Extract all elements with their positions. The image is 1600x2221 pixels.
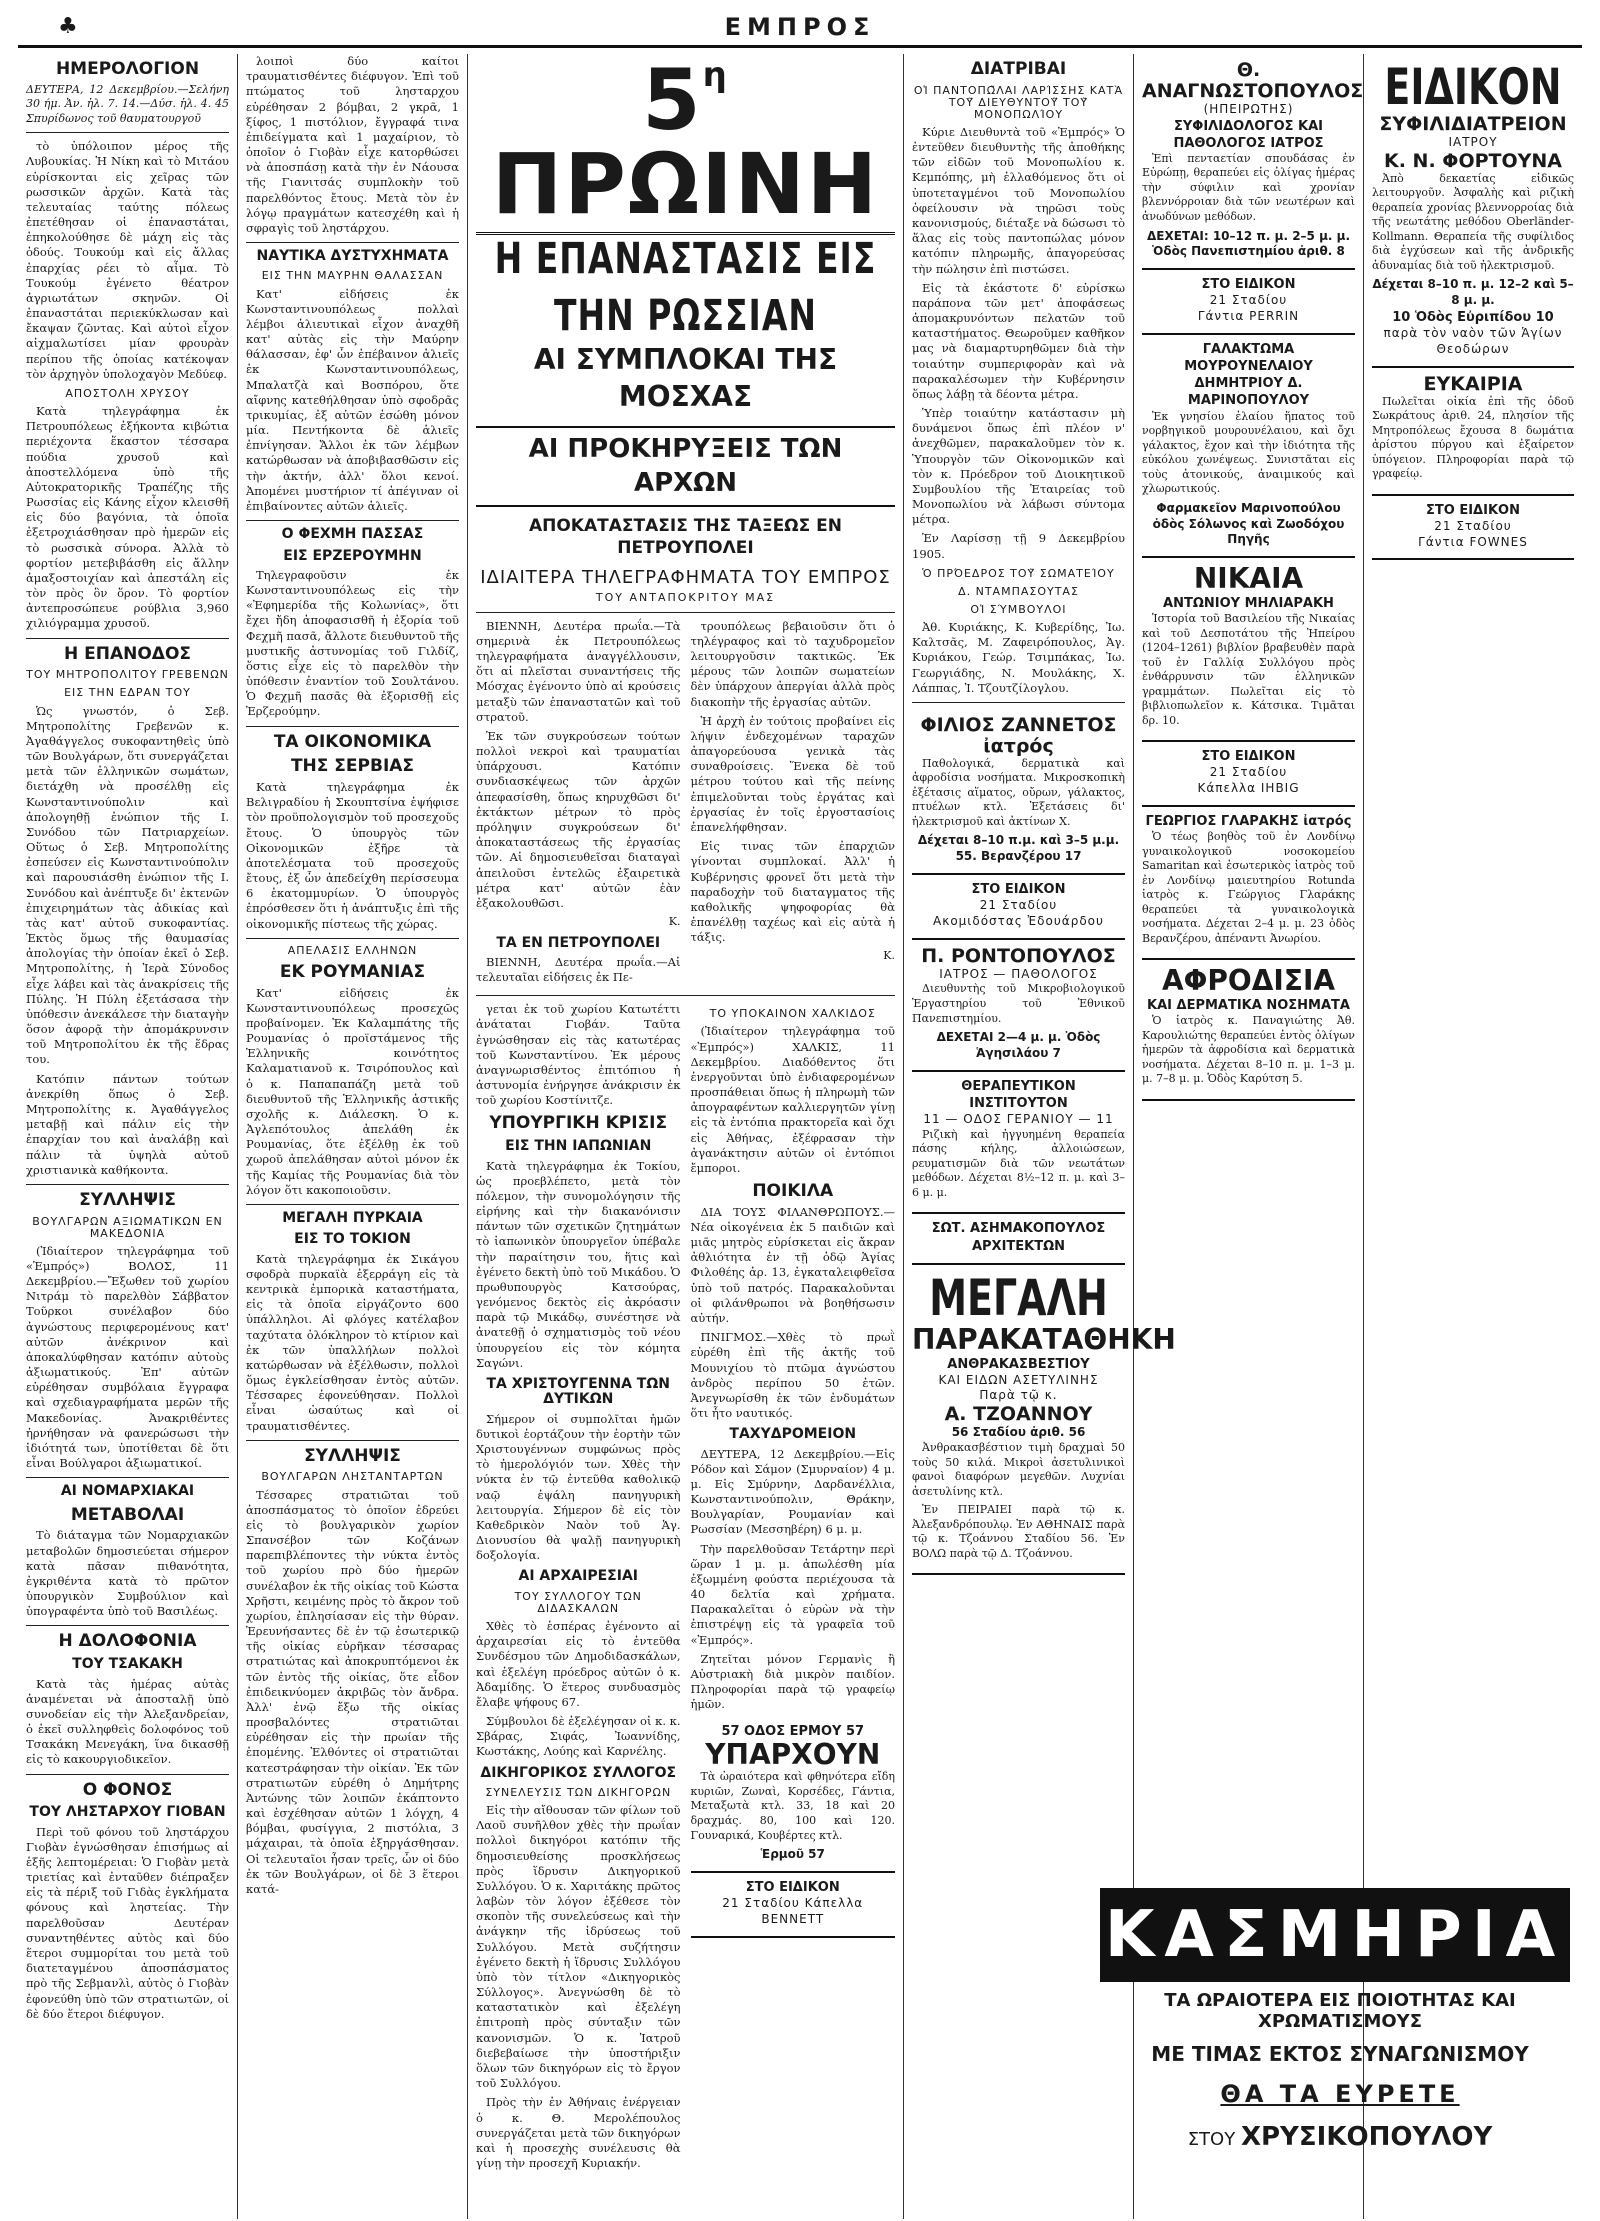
letter-date: Ἐν Λαρίσσῃ τῇ 9 Δεκεμβρίου 1905. bbox=[912, 531, 1125, 561]
divider bbox=[246, 520, 459, 521]
ad-subheading: (ΗΠΕΙΡΩΤΗΣ) bbox=[1203, 101, 1294, 116]
article-text: ΒΙΕΝΝΗ, Δευτέρα πρωΐα.—Τὰ σημερινὰ ἐκ Πετρουπόλεως τηλεγραφήματα ἀναγγέλλουσιν, ὅτι αἱ πλεῖσται συναντήσεις τῆς Μόσχας ἐγένοντο ὑπὸ αἱ κρούσεις μεταξὺ τῶν ἐπαναστατῶν καὶ τοῦ στρατοῦ. bbox=[476, 618, 681, 724]
ad-nikaia bbox=[1142, 558, 1355, 742]
divider bbox=[246, 242, 459, 243]
ad-heading: ΝΙΚΑΙΑ bbox=[1193, 562, 1304, 596]
article-text: Τηλεγραφοῦσιν ἐκ Κωνσταντινουπόλεως εἰς τὴν «Ἐφημερίδα τῆς Κολωνίας», ὅτι ἔχει ἤδη ἀποφασισθῆ ἡ ἐξορία τοῦ Φεχμῆ πασᾶ, ἄλλοτε διευθυντοῦ τῆς μυστικῆς ἀστυνομίας τοῦ Γιλδίζ, ὅστις εἶχε εἰς τὸ παρελθὸν τὴν ὑπόθεσιν ἐναντίον τοῦ Σουλτάνου. Ὁ Φεχμῆ πασᾶς θὰ ἐξορισθῇ εἰς Ἐρζερούμην. bbox=[246, 567, 459, 719]
ad-subheading: ΣΥΦΙΛΙΔΟΛΟΓΟΣ ΚΑΙ ΠΑΘΟΛΟΓΟΣ ΙΑΤΡΟΣ bbox=[1173, 118, 1324, 151]
ad-heading: ΕΙΔΙΚΟΝ bbox=[1384, 58, 1562, 116]
article-text: Κατόπιν πάντων τούτων ἀνεκρίθη ὅπως ὁ Σεβ. Μητροπολίτης κ. Ἀγαθάγγελος μεταβῇ καὶ πάλιν εἰς τὴν ἐπαρχίαν του καὶ ἀναλάβῃ καὶ πάλιν τὰ ὑψηλὰ αὐτοῦ χριστιανικὰ καθήκοντα. bbox=[26, 1071, 229, 1177]
divider bbox=[26, 1625, 229, 1626]
article-text: Εἰς τινας τῶν ἐπαρχιῶν γίνονται συμπλοκαί. Ἀλλ' ἡ Κυβέρνησις φρονεῖ ὅτι μετὰ τὴν παραδοχὴν τοῦ διαταγματος τῆς καθολικῆς ψηφοφορίας θὰ ἐπανέλθῃ ταχέως καὶ εἰς αὐτὰ ἡ τάξις. bbox=[690, 839, 895, 945]
ad-subheading: ΑΡΧΙΤΕΚΤΩΝ bbox=[971, 1238, 1066, 1254]
headline: ΤΟ ΥΠΟΚΑΙΝΟΝ ΧΑΛΚΙΔΟΣ bbox=[709, 1007, 876, 1021]
headline: Ο ΦΟΝΟΣ bbox=[82, 1779, 173, 1800]
divider bbox=[246, 1204, 459, 1205]
subheadline: ΕΙΣ ΤΟ ΤΟΚΙΟΝ bbox=[294, 1231, 411, 1248]
ad-heading: ΣΤΟ ΕΙΔΙΚΟΝ bbox=[745, 1879, 840, 1895]
ad-text: Ακομιδόστας Ἐδουάρδου bbox=[933, 913, 1104, 928]
lead-body-right bbox=[691, 619, 896, 990]
divider bbox=[26, 1774, 229, 1775]
article-text: Σύμβουλοι δὲ ἐξελέγησαν οἱ κ. κ. Σβάρας, Σιφάς, Ἰωαννίδης, Κωστάκης, Λούης καὶ Καρνέλης. bbox=[476, 1714, 681, 1759]
headline: Ο ΦΕΧΜΗ ΠΑΣΣΑΣ bbox=[281, 526, 424, 543]
headline: ΠΟΙΚΙΛΑ bbox=[752, 1181, 834, 1202]
ad-address: 56 Σταδίου ἀριθ. 56 bbox=[951, 1425, 1086, 1440]
ad-text: Γάντια PERRIN bbox=[1197, 309, 1300, 324]
ad-heading: ΣΤΟ ΕΙΔΙΚΟΝ bbox=[971, 881, 1066, 897]
article-text: Τέσσαρες στρατιῶται τοῦ ἀποσπάσματος τὸ ὁποῖον ἐδρεύει εἰς τὸ βουλγαρικὸν χωρίον Σπανσέβον τῶν Κοζάνων παρεπιβλέποντες τὴν νύκτα ἐντὸς τοῦ χωρίου πρὸ δύο ἡμερῶν συνέλαβον ἐκ τῆς οἰκίας τοῦ Κώστα Χρῆστι, κειμένης πρὸς τὸ ἄκρον τοῦ χωρίου, ἐπλησίασαν εἰς τὴν θύραν. Ἐρευνήσαντες δὲ ἐν τῷ ἐσωτερικῷ τῆς οἰκίας εὑρῆκαν τέσσαρας στρατιώτας καὶ ἀποκρυπτόμενοι ἐκ τῶν ἐντὸς τῆς οἰκίας, ὅτε εἶδον ἐπιδεικνύομεν ἀκριβῶς τὸν ἄνδρα. Ἀλλ' ἐνῷ ἔξω τῆς οἰκίας προσβαλόντες στρατιῶται εὑρέθησαν εἰς τὴν πρωίαν τῆς ἑπομένης. Ἐλθόντες οἱ στρατιῶται κατεστράφησαν τὴν οἰκίαν. Ἐκ τῶν στρατιωτῶν εὑρέθη ὁ Δημήτρης Ἀντώνης τῶν λοιπῶν ἐκάπτοντο καὶ ἐσχέθησαν αὐτῶν 1 λόγχη, 4 βόμβαι, φυσίγγια, 2 πιστόλια, 3 μάχαιραι, τὰ ὁποῖα ἐξηργάσθησαν. Οἱ τελευταῖοι ἦσαν τρεῖς, ὧν οἱ δύο ἐκ τῶν Βουλγάρων, οἱ δὲ 3 ἕτεροι κατά- bbox=[246, 1487, 459, 1896]
article-text: Ζητεῖται μόνον Γερμανὶς ἢ Αὐστριακὴ διὰ μικρὸν παιδίον. Πληροφορίαι παρὰ τῷ γραφείῳ ἡμῶν. bbox=[690, 1651, 895, 1712]
article-text: Κατ' εἰδήσεις ἐκ Κωνσταντινουπόλεως πολλαὶ λέμβοι ἁλιευτικαὶ εἶχον ἀναχθῆ κατ' αὐτὰς εἰς τὴν Μαύρην θάλασσαν, ἐφ' ὧν ἐπέβαινον ἁλιεῖς ἐκ Κωνσταντινουπόλεως, Μπαλατζὰ καὶ Βοσπόρου, ὅτε αἴφνης κατεθήλθησαν ὑπὸ σφοδρᾶς τρικυμίας, ἐξ αὐτῶν ἐσώθη μόνον μία. Πεντήκοντα δὲ ἁλιεῖς ἐπνίγησαν. Ἄλλοι ἐκ τῶν λέμβων κατώρθωσαν νὰ ἀποβιβασθῶσιν εἰς τὴν ἀκτήν, ἀλλ' ὅλοι κενοί. Ἀπομένει μυστήριον τί ἀπέγιναν οἱ ἐπιβαίνοντες αὐτῶν ἁλιεῖς. bbox=[246, 286, 459, 513]
signature: ΟἹ ΣΎΜΒΟΥΛΟΙ bbox=[970, 602, 1067, 616]
article-text: Τὴν παρελθοῦσαν Τετάρτην περὶ ὥραν 1 μ. μ. ἀπωλέσθη μία ἐξωμμένη φούστα περιέχουσα τὰ 40 δελτία καὶ χρήματα. Παρακαλεῖται ὁ εὑρὼν νὰ τὴν ἐπιστρέψῃ εἰς τὰ γραφεῖα τοῦ «Ἐμπρός». bbox=[690, 1541, 895, 1647]
lead-byline: ΤΟΥ ΑΝΤΑΠΟΚΡΙΤΟΥ ΜΑΣ bbox=[595, 591, 776, 605]
article-text: Κατὰ τὰς ἡμέρας αὐτὰς ἀναμένεται νὰ ἀποσταλῇ ὑπὸ συνοδείαν εἰς τὴν Ἀλεξανδρείαν, ὁ ἐκεῖ συλληφθεὶς δολοφόνος τοῦ Τσακάκη Μενεγάκη, ἵνα δικασθῇ εἰς τὸ κακουργιοδικεῖον. bbox=[26, 1676, 229, 1767]
lead-body bbox=[476, 619, 895, 990]
ad-subheading: ΙΑΤΡΟΥ bbox=[1448, 134, 1498, 149]
article-text: Περὶ τοῦ φόνου τοῦ ληστάρχου Γιοβὰν ἐγνώσθησαν ἐπισήμως αἱ ἑξῆς λεπτομέρειαι: Ὁ Γιοβὰν μετὰ τριετίας καὶ ἐνταῦθεν διέπραξεν εἰς τὰ πέριξ τοῦ Γιδὰς ἐγκλήματα φόνους καὶ ληστείας. Τὴν παρελθοῦσαν Δευτέραν συναντηθέντες αὐτὸς καὶ δύο ἕτεροι συμμορίται του μετὰ τοῦ διατεταγμένου ἀποσπάσματος πρὸ τῆς Σεβμανλὶ, αὐτὸς ὁ Γιοβὰν ἐφονεύθη ὑπὸ τῶν στρατιωτῶν, οἱ δὲ δύο ἕτεροι διέφυγον. bbox=[26, 1824, 229, 2021]
headline: ΜΕΤΑΒΟΛΑΙ bbox=[70, 1504, 185, 1525]
ad-heading: 57 ΟΔΟΣ ΕΡΜΟΥ 57 bbox=[721, 1723, 865, 1739]
ad-address: ΔΕΧΕΤΑΙ: 10–12 π. μ. 2–5 μ. μ. Ὁδὸς Πανεπιστημίου ἀριθ. 8 bbox=[1146, 228, 1351, 259]
ad-bennet bbox=[691, 1873, 896, 1938]
article-text: Ἐκ τῶν συγκρούσεων τούτων πολλοὶ νεκροὶ καὶ τραυματίαι ὑπάρχουσι. Κατόπιν συνδιασκέψεως τῶν ἀρχῶν ἀπεφασίσθη, ὅπως κηρυχθῶσι δι' ἐκτάκτων μέτρων τὸ πρὸς πρόληψιν συγκρούσεων δι' ἀποκαταστάσεως τῆς ἐργασίας τῶν. Αἱ δημοσιευθεῖσαι διαταγαὶ ἀπειλοῦσι ἐντελῶς ἐξαιρετικὰ μέτρα κατ' αὐτῶν ἐὰν ἐξακολουθῶσι. bbox=[476, 728, 681, 910]
article-text: Κατ' εἰδήσεις ἐκ Κωνσταντινουπόλεως προσεχῶς προβαίνομεν. Ἐκ Καλαμπάτης τῆς Ρουμανίας ὁ προϊστάμενος τῆς Ἑλληνικῆς κοινότητος Καλαματιανοῦ κ. Τσιρόπουλος καὶ ὁ κ. Παπαπαπάζη μετὰ τοῦ διευθυντοῦ τῆς Ἑλληνικῆς ἀστικῆς σχολῆς κ. Διάλεσκη. Ὁ κ. Ἀγλεπότουλος ἀπελάθη ἐκ Ρουμανίας, ὅτε ἐξέλθῃ ἐκ τοῦ χωροῦ ἀπελάθησαν αὐτοὶ μόνον ἐκ τῆς Καμίας τῆς Ρουμανίας διὰ τὸν λόγον ὅτι κακοποιοῦσιν. bbox=[246, 985, 459, 1197]
article-text: ΔΕΥΤΕΡΑ, 12 Δεκεμβρίου.—Εἰς Ρόδον καὶ Σάμον (Σμυρναίον) 4 μ. μ. Εἰς Σμύρνην, Δαρδανέλλια, Κωνσταντινούπολιν, Θράκην, Βουλγαρίαν, Ρουμανίαν καὶ Ρωσσίαν (Μεσσηβέρη) 6 μ. μ. bbox=[690, 1446, 895, 1537]
signature: Ὁ ΠΡΌΕΔΡΟΣ ΤΟΥ͂ ΣΩΜΑΤΕΊΟΥ bbox=[922, 566, 1115, 580]
subheadline: ΤΟΥ ΣΥΛΛΟΓΟΥ ΤΩΝ ΔΙΔΑΣΚΑΛΩΝ bbox=[514, 1589, 642, 1615]
headline: Η ΕΠΑΝΟΔΟΣ bbox=[63, 643, 192, 664]
kasmiria-ad bbox=[1100, 1990, 1580, 2152]
ad-subheading: 21 Σταδίου bbox=[1434, 518, 1512, 533]
divider bbox=[246, 1440, 459, 1441]
divider bbox=[26, 1477, 229, 1478]
ad-text: Πωλεῖται οἰκία ἐπὶ τῆς ὁδοῦ Σωκράτους ἀριθ. 24, πλησίον τῆς Μητροπόλεως ἔχουσα 8 δωμάτια ἀρίστου πύργου καὶ ἐξαίρετον ὑπόγειον. Πληροφορίαι παρὰ τῷ γραφείῳ. bbox=[1372, 394, 1574, 481]
subheadline: ΤΟΥ ΜΗΤΡΟΠΟΛΙΤΟΥ ΓΡΕΒΕΝΩΝ bbox=[26, 668, 229, 682]
ad-text: Ἐκ γνησίου ἐλαίου ἥπατος τοῦ νορβηγικοῦ μουρουνέλαιου, καὶ ὄχι γάλακτος, ἔχον καὶ τὴν ἰδιότητα τῆς εὐκόλου χωνέψεως. Συνιστᾶται εἰς τοὺς ἀτονικούς, ἀναιμικούς καὶ χλωρωτικούς. bbox=[1142, 409, 1355, 496]
subheadline: ΕΙΣ ΤΗΝ ΕΔΡΑΝ ΤΟΥ bbox=[64, 686, 191, 700]
ad-subheading: 21 Σταδίου bbox=[1209, 765, 1288, 780]
ad-fownes bbox=[1372, 496, 1574, 561]
divider bbox=[912, 702, 1125, 703]
ad-text: Ἱστορία τοῦ Βασιλείου τῆς Νικαίας καὶ τοῦ Δεσποτάτου τῆς Ἠπείρου (1204–1261) βιβλίον βραβευθὲν παρὰ τοῦ ἐν Γαλλίᾳ Συλλόγου πρὸς ἐνθάρρυνσιν τῶν ἑλληνικῶν γραμμάτων. Πωλεῖται εἰς τὸ βιβλιοπωλεῖον κ. Κάτσικα. Τιμᾶται δρ. 10. bbox=[1142, 612, 1355, 727]
ad-subheading: ΚΑΙ ΕΙΔΩΝ ΑΣΕΤΥΛΙΝΗΣ bbox=[938, 1372, 1099, 1387]
lead-headline: Η ΕΠΑΝΑΣΤΑΣΙΣ ΕΙΣ ΤΗΝ ΡΩΣΣΙΑΝ bbox=[494, 232, 877, 340]
ad-heading: ΓΕΩΡΓΙΟΣ ΓΛΑΡΑΚΗΣ ἰατρός bbox=[1145, 814, 1352, 830]
headline: ΥΠΟΥΡΓΙΚΗ ΚΡΙΣΙΣ bbox=[489, 1113, 668, 1134]
headline: ΑΠΟΣΤΟΛΗ ΧΡΥΣΟΥ bbox=[65, 386, 190, 400]
ad-text: Ἀπὸ δεκαετίας εἰδικῶς λειτουργοῦν. Ἀσφαλὴς καὶ ριζικὴ θεραπεία χρονίας βλεννορροίας διὰ τῆς νεωτάτης μεθόδου Oberländer-Kollmann. Θεραπεία τῆς συφίλιδος διὰ ἐγχύσεων καὶ τῆς ἀνδρικῆς ἀδυναμίας διὰ τοῦ ἠλεκτρισμοῦ. bbox=[1372, 171, 1574, 272]
ad-text: Κάπελλα IHBIG bbox=[1197, 781, 1300, 796]
edition-suffix: η bbox=[702, 55, 729, 95]
ad-store-name: ΧΡΥΣΙΚΟΠΟΥΛΟΥ bbox=[1240, 2122, 1493, 2152]
article-text: Κατὰ τηλεγράφημα ἐκ Τοκίου, ὡς προεβλέπετο, μετὰ τὸν πόλεμον, τὴν συνομολόγησιν τῆς εἰρήνης καὶ τὴν διακανόνισιν πάντων τῶν σχετικῶν ζητημάτων τὸ ἰαπωνικὸν ὑπουργεῖον ὑπέβαλε τὴν παραίτησιν του, ἥτις καὶ ἐγένετο δεκτὴ ὑπὸ τοῦ Μικάδου. Ὁ πρωθυπουργὸς Κατσούρας, γενόμενος δεκτὸς εἰς ἀκρόασιν παρὰ τῷ Μικάδῳ, συνέστησε νὰ ἀνατεθῇ ὁ σχηματισμὸς τοῦ νέου ὑπουργείου εἰς τὸν κόμητα Σαγώνι. bbox=[476, 1158, 681, 1370]
subheadline: ΕΙΣ ΕΡΖΕΡΟΥΜΗΝ bbox=[283, 547, 422, 564]
column-1 bbox=[18, 54, 238, 2219]
ad-address: Δέχεται 8–10 π.μ. καὶ 3–5 μ.μ. 55. Βερανζέρου 17 bbox=[917, 833, 1120, 864]
divider bbox=[26, 132, 229, 133]
ad-text: Διευθυντὴς τοῦ Μικροβιολογικοῦ Ἐργαστηρίου τοῦ Ἐθνικοῦ Πανεπιστημίου. bbox=[912, 982, 1125, 1025]
ad-institute bbox=[912, 1072, 1125, 1215]
ad-text: Ἀνθρακασβέστιον τιμὴ δραχμαὶ 50 τοὺς 50 κιλά. Μικροὶ ἀσετυλινικοὶ φανοὶ διαφόρων μεγεθῶν. Λυχνίαι ἀσετυλίνης κτλ. bbox=[912, 1441, 1125, 1498]
ad-text: Παθολογικά, δερματικὰ καὶ ἀφροδίσια νοσήματα. Μικροσκοπικὴ ἐξέτασις αἵματος, οὔρων, γάλακτος, πτυέλων κτλ. Ἐξετάσεις δι' ἠλεκτρισμοῦ καὶ ἀκτίνων Χ. bbox=[912, 756, 1125, 828]
ad-heading: ΥΠΑΡΧΟΥΝ bbox=[705, 1737, 881, 1771]
ad-heading: ΣΩΤ. ΑΣΗΜΑΚΟΠΟΥΛΟΣ bbox=[931, 1221, 1106, 1237]
article-text: (Ἰδιαίτερον τηλεγράφημα τοῦ «Ἐμπρός») ΒΟΛΟΣ, 11 Δεκεμβρίου.—Ἔξωθεν τοῦ χωρίου Νιτράμ τὸ παρελθὸν Σάββατον Τοῦρκοι συνέλαβον δύο ἀγνώστους περιφερομένους κατ' αὐτῶν ἀνέκρινον καὶ ἀποκαλύφθησαν κατόπιν αὐτοὺς ἀξιωματικούς. Ἐπ' αὐτῶν εὑρέθησαν συμβόλαια ἔγγραφα καὶ σχεδιαγραφήματα μερῶν τῆς Μακεδονίας. Ἀνακριθέντες ἠρνήθησαν νὰ φανερώσωσι τὴν ἰδιότητά των, ὑποτίθεται δὲ ὅτι εἶναι Βούλγαροι ἀξιωματικοί. bbox=[26, 1243, 229, 1471]
lead-edition-title bbox=[476, 51, 895, 233]
ad-text: Ὁ ἰατρὸς κ. Παναγιώτης Ἀθ. Καρουλιώτης θεραπεύει ἐντὸς ὀλίγων ἡμερῶν τὰ ἀφροδίσια καὶ δερματικὰ νοσήματα. Δέχεται 8–10 π. μ. 1–3 μ. μ. 7–8 μ. μ. Ὁδὸς Καρύτση 5. bbox=[1142, 1014, 1355, 1086]
ad-subheading: 21 Σταδίου bbox=[1209, 293, 1288, 308]
ad-text: Ριζικὴ καὶ ἠγγυημένη θεραπεία πάσης κήλης, ἀλλοιώσεων, ρευματισμῶν διὰ τῶν νεωτάτων μεθόδων. Δέχεται 8½–12 π. μ. καὶ 3–6 μ. μ. bbox=[912, 1127, 1125, 1199]
ad-heading: ΦΙΛΙΟΣ ΖΑΝΝΕΤΟΣ ἰατρός bbox=[920, 713, 1117, 757]
article-text: Εἰς τὴν αἴθουσαν τῶν φίλων τοῦ Λαοῦ συνῆλθον χθὲς τὴν πρωΐαν πολλοὶ δικηγόροι κατόπιν τῆς δημοσιευθείσης προσκλήσεως πρὸς ἵδρυσιν Δικηγορικοῦ Συλλόγου. Ὁ κ. Χαριτάκης πρῶτος λαβὼν τὸν λόγον ἐξέθεσε τὸν σκοπὸν τῆς συνελεύσεως καὶ τὴν ἀνάγκην τῆς ἱδρύσεως τοῦ Συλλόγου. Μετὰ συζήτησιν ἐγένετο δεκτὴ ἡ ἵδρυσις Συλλόγου ὑπὸ τὸν τίτλον «Δικηγορικὸς Σύλλογος». Ἀνεγνώσθη δὲ τὸ καταστατικὸν καὶ ἐξελέγη ἐπιτροπὴ πρὸς σύνταξιν τῶν κανονισμῶν. Ὁ κ. Ἰατροῦ διεβεβαίωσε τὴν ὑποστήριξιν ὅλων τῶν δικηγόρων εἰς τὸ ἔργον τοῦ Συλλόγου. bbox=[476, 1803, 681, 2091]
club-icon: ♣ bbox=[58, 14, 78, 39]
divider bbox=[26, 1184, 229, 1185]
article-text: λοιποὶ δύο καίτοι τραυματισθέντες διέφυγον. Ἐπὶ τοῦ πτώματος τοῦ λησταρχου εὑρέθησαν 2 βόμβαι, 2 γκρᾶ, 1 ξίφος, 1 πιστόλιον, ἔγγραφά τινα ἐπιδείγματα καὶ 1 μαχαίριον, τὸ ὁποῖον ὁ Γιοβὰν εἶχε κατορθώσει νὰ ἀποσπάσῃ κατὰ τὴν ἐν Νάουσα τῆς Γιανιτσάς συμπλοκὴν τοῦ παρελθόντος ἔτους. Μετὰ τὸν ἐν λόγῳ πραγμάτων κατεσχέθη καὶ ἡ σφραγὶς τοῦ ληστάρχου. bbox=[246, 54, 459, 235]
ad-text: Ἐν ΠΕΙΡΑΙΕΙ παρὰ τῷ κ. Ἀλεξανδρόπουλῳ. Ἐν ΑΘΗΝΑΙΣ παρὰ τῷ κ. Τζοάννου Σταδίου 56. Ἐν ΒΟΛΩ παρὰ τῷ Δ. Τζοάννου. bbox=[912, 1503, 1125, 1560]
article-text: Κύριε Διευθυντὰ τοῦ «Ἐμπρός» Ὁ ἐντεῦθεν διευθυντὴς τῆς ἀποθήκης τῶν εἰδῶν τοῦ Μονοπωλίου κ. Κεμπόπης, μὴ ἐλλαθόμενος ὅτι οἱ ὑποτεταγμένοι τοῦ Μονοπωλίου ὀφείλουσιν νὰ τηρῶσι τοὺς κανονισμούς, διέταξε νὰ δώσωσι τὸ ἅλας εἰς τοὺς παντοπώλας μόνον κατόπιν πληρωμῆς, ἀπαγορεύσας τὴν πώλησιν ἐπὶ πιστώσει. bbox=[912, 124, 1125, 276]
ad-store bbox=[1100, 2122, 1580, 2152]
headline: ΑΙ ΑΡΧΑΙΡΕΣΙΑΙ bbox=[518, 1568, 638, 1585]
article-text: γεται ἐκ τοῦ χωρίου Κατωτέττι ἀνάταται Γιοβάν. Ταῦτα ἐγνώσθησαν εἰς τὰς κατωτέρας τοῦ Κωνσταντίνου. Ἐκ μέρους ἀναγνωρισθέντος ἐπιτόπιου ἡ ἀστυνομία ἐνήργησε ἀνάκρισιν ἐκ τοῦ χωρίου Κοστίνιτζε. bbox=[476, 1002, 681, 1108]
ad-heading: ΣΤΟ ΕΙΔΙΚΟΝ bbox=[1426, 502, 1520, 518]
lead-subheadline: ΙΔΙΑΙΤΕΡΑ ΤΗΛΕΓΡΑΦΗΜΑΤΑ ΤΟΥ ΕΜΠΡΟΣ bbox=[480, 566, 891, 588]
subheadline: ΕΙΣ ΤΗΝ ΜΑΥΡΗΝ ΘΑΛΑΣΣΑΝ bbox=[261, 269, 444, 283]
ad-subheading: ΑΝΘΡΑΚΑΣΒΕΣΤΙΟΥ bbox=[947, 1356, 1090, 1372]
subheadline: ΤΗΣ ΣΕΡΒΙΑΣ bbox=[290, 756, 415, 777]
article-text: Ὑπὲρ τοιαύτην κατάστασιν μὴ δυνάμενοι ὅπως ἐπὶ πλέον ν' ἀνεχθῶμεν, παρακαλοῦμεν τὸν κ. Ὑπουργὸν τῶν Οἰκονομικῶν καὶ τὸν κ. Πρόεδρον τοῦ Διοικητικοῦ Συμβουλίου τῆς Ἑταιρείας τοῦ Μονοπωλίου νὰ λάβωσι σύντομα μέτρα. bbox=[912, 406, 1125, 527]
ad-address: Φαρμακεῖον Μαρινοπούλου ὁδὸς Σόλωνος καὶ Ζωοδόχου Πηγῆς bbox=[1152, 500, 1345, 547]
ad-subheading: ΔΗΜΗΤΡΙΟΥ Δ. ΜΑΡΙΝΟΠΟΥΛΟΥ bbox=[1187, 376, 1310, 409]
subheadline: ΤΟΥ ΛΗΣΤΑΡΧΟΥ ΓΙΟΒΑΝ bbox=[29, 1804, 226, 1821]
edition-number: 5 bbox=[642, 51, 703, 149]
ad-subheading: ΑΝΤΩΝΙΟΥ ΜΗΛΙΑΡΑΚΗ bbox=[1163, 595, 1334, 611]
ad-heading: ΑΦΡΟΔΙΣΙΑ bbox=[1161, 964, 1336, 998]
signature: Δ. ΝΤΑΜΠΑΣΟΥΤΑΣ bbox=[958, 584, 1079, 598]
ad-ermou bbox=[691, 1717, 896, 1873]
signature-list: Ἀθ. Κυριάκης, Κ. Κυβερίδης, Ἰω. Καλτσᾶς, Μ. Ζαφειρόπουλος, Ἀγ. Κυριάκου, Γεώρ. Τσιμπάκας, Ἰω. Γεωργιάδης, Ν. Μουλάκης, Χ. Λάππας, Ἰ. Τζουτζίλογλου. bbox=[912, 620, 1125, 695]
ad-text: Τὰ ὡραιότερα καὶ φθηνότερα εἴδη κυριῶν, Ζωναὶ, Κορσέδες, Γάντια, Μεταξωτὰ κτλ. 33, 18 καὶ 20 δραχμάς. 80, 100 καὶ 120. Γουναρικά, Κουβέρτες κτλ. bbox=[690, 1770, 895, 1842]
lower-body bbox=[476, 1002, 895, 2175]
headline: ΑΙ ΝΟΜΑΡΧΙΑΚΑΙ bbox=[60, 1483, 195, 1500]
ad-heading: Θ. ΑΝΑΓΝΩΣΤΟΠΟΥΛΟΣ bbox=[1142, 59, 1364, 102]
divider bbox=[476, 995, 895, 996]
subheadline: ΕΚ ΡΟΥΜΑΝΙΑΣ bbox=[279, 961, 426, 982]
ad-heading: Κ. Ν. ΦΟΡΤΟΥΝΑ bbox=[1384, 149, 1562, 172]
ad-address: Δέχεται 8–10 π. μ. 12–2 καὶ 5–8 μ. μ. bbox=[1372, 277, 1574, 308]
article-text: Πρὸς τὴν ἐν Ἀθήναις ἐνέργειαν ὁ κ. Θ. Μερολέπουλος συνεργάζεται μετὰ τῶν δικηγόρων καὶ ἡ προσεχὴς συνέλευσις θὰ γίνῃ τὴν προσεχῆ Κυριακήν. bbox=[476, 2095, 681, 2171]
ad-glarakis bbox=[1142, 807, 1355, 960]
subheadline: ΕΙΣ ΤΗΝ ΙΑΠΩΝΙΑΝ bbox=[505, 1138, 652, 1155]
ad-heading: ΣΤΟ ΕΙΔΙΚΟΝ bbox=[1201, 277, 1296, 293]
ad-heading: ΣΤΟ ΕΙΔΙΚΟΝ bbox=[1201, 749, 1296, 765]
article-text: (Ἰδιαίτερον τηλεγράφημα τοῦ «Ἐμπρός») ΧΑΛΚΙΣ, 11 Δεκεμβρίου. Διαδόθεντος ὅτι ἐνεργοῦνται ὑπὸ ἐνδιαφερομένων προσπάθειαι ὅπως ἡ πληρωμὴ τῶν ἀπογραφέντων καλλιεργητῶν γίνῃ εἰς τὰ ἐντόπια πρακτορεῖα καὶ ὄχι εἰς Ἀθήνας, ἐξέφρασαν τὴν ἀγανάκτησιν αὐτῶν οἱ ἐντόπιοι ἔμποροι. bbox=[690, 1024, 895, 1175]
headline: ΣΥΛΛΗΨΙΣ bbox=[304, 1445, 401, 1466]
ad-architect bbox=[912, 1214, 1125, 1264]
ad-text: Γάντια FOWNES bbox=[1418, 534, 1528, 549]
ad-text: ΘΑ ΤΑ ΕΥΡΕΤΕ bbox=[1220, 2080, 1460, 2108]
article-text: Κατὰ τηλεγράφημα ἐκ Βελιγραδίου ἡ Σκουπτσίνα ἐψήφισε τὸν προϋπολογισμὸν τοῦ προσεχοῦς ἔτους. Ὁ ὑπουργὸς τῶν Οἰκονομικῶν ἐξῆρε τὰ ἀποτελέσματα τοῦ προσεχοῦς ἔτους, ἐξ ὧν ἀπεδείχθη περίσσευμα 6 ἑκατομμυρίων. Ὁ ὑπουργὸς ἐπρόσθεσεν ὅτι ἡ ἀνάπτυξις ἐπὶ τῆς οἰκονομικῆς πίστεως τῆς χώρας. bbox=[246, 780, 459, 931]
lead-subheadline: ΑΙ ΠΡΟΚΗΡΥΞΕΙΣ ΤΩΝ ΑΡΧΩΝ bbox=[476, 426, 895, 507]
headline: ΔΙΑΤΡΙΒΑΙ bbox=[970, 59, 1067, 79]
edition-word: ΠΡΩΙΝΗ bbox=[491, 135, 880, 233]
masthead bbox=[18, 8, 1582, 48]
lead-body-left bbox=[476, 619, 681, 990]
lead-subheadline: ΑΙ ΣΥΜΠΛΟΚΑΙ ΤΗΣ ΜΟΣΧΑΣ bbox=[533, 343, 838, 414]
headline: Η ΔΟΛΟΦΟΝΙΑ bbox=[58, 1631, 197, 1652]
ad-subheading: Παρὰ τῷ κ. bbox=[979, 1388, 1058, 1403]
ad-subheading: ΙΑΤΡΟΣ — ΠΑΘΟΛΟΓΟΣ bbox=[939, 966, 1098, 981]
ad-address: Ἑρμοῦ 57 bbox=[760, 1847, 825, 1862]
signature: Κ. bbox=[883, 949, 895, 963]
divider bbox=[26, 638, 229, 639]
article-text: Σήμερον οἱ συμπολῖται ἡμῶν δυτικοὶ ἑορτάζουν τὴν ἑορτὴν τῶν Χριστουγέννων συμφώνως πρὸς τὸ ἡμερολόγιόν των. Χθὲς τὴν νύκτα ἐν τῷ ἐντεῦθα καθολικῷ ναῷ ἐψάλη πανηγυρικὴ λειτουργία. Σήμερον δὲ εἰς τὸν Καθεδρικὸν Ναὸν τοῦ Ἁγ. Διονυσίου θὰ ψαλῇ πανηγυρικὴ δοξολογία. bbox=[476, 1411, 681, 1563]
article-text: Εἰς τὰ ἐκάστοτε δ' εὑρίσκω παράπονα τῶν μετ' ἀποφάσεως ἀπομακρυνόντων πελατῶν τοῦ καταστήματος. Θεωροῦμεν καθῆκον μας νὰ διαμαρτυρηθῶμεν διὰ τὴν τοιαύτην συμπεριφορὰν καὶ νὰ παρακαλέσωμεν τὴν Κυβέρνησιν ὅπως λάβῃ τὰ δέοντα μέτρα. bbox=[912, 280, 1125, 401]
article-text: Κατὰ τηλεγράφημα ἐκ Σικάγου σφοδρὰ πυρκαϊὰ ἐξερράγη εἰς τὰ κεντρικὰ ἐμπορικὰ καταστήματα, εἰς τὰ ὁποῖα εἰργάζοντο 600 ὑπάλληλοι. Αἱ φλόγες κατέλαβον ταχύτατα ὁλόκληρον τὸ κτίριον καὶ ἐκ τῶν ὑπαλλήλων πολλοὶ κατώρθωσαν νὰ ἐξέλθωσιν, πολλοὶ ὅμως ἐγκλείσθησαν ἐντὸς αὐτῶν. Τέσσαρες ἐφονεύθησαν. Πολλοὶ εἶναι ὡσαύτως καὶ οἱ τραυματισθέντες. bbox=[246, 1251, 459, 1433]
ad-ihbig bbox=[1142, 742, 1355, 807]
ad-text: Ὁ τέως βοηθὸς τοῦ ἐν Λονδίνῳ γυναικολογικοῦ νοσοκομείου Samaritan καὶ ἐσωτερικὸς ἰατρὸς τοῦ ἐν Λονδίνῳ μαιευτηρίου Rotunda ἰατρὸς κ. Γεώργιος Γλαράκης θεραπεύει τὰ γυναικολογικὰ νοσήματα. Δέχεται 2–4 μ. μ. 23 ὁδὸς Βερανζέρου, ἀπέναντι Ἀνωρίου. bbox=[1142, 830, 1355, 945]
ad-heading: ΕΥΚΑΙΡΙΑ bbox=[1423, 372, 1523, 395]
article-text: Ὡς γνωστόν, ὁ Σεβ. Μητροπολίτης Γρεβενῶν κ. Ἀγαθάγγελος συκοφαντηθεὶς ὑπὸ τῶν Βουλγάρων, ὅτι συνεργάζεται μετὰ τῶν ἑλληνικῶν σωμάτων, διετάχθη νὰ προσέλθῃ εἰς Κωνσταντινούπολιν καὶ ἀπολογηθῇ ἐνώπιον τῆς Ι. Συνόδου τῶν Πατριαρχείων. Οὕτως ὁ Σεβ. Μητροπολίτης ἐσπεύσεν εἰς Κωνσταντινούπολιν καὶ παρουσιάσθη ἐνώπιον τῆς Ι. Συνόδου καὶ ἀνέπτυξε δι' ἐκτενῶν ἐπιχειρημάτων τὰς ἀδικίας καὶ τὰς κατ' αὐτοῦ συκοφαντίας. Ἐκτὸς ὅμως τῆς θαυμασίας ἀπολογίας τὴν ὁποίαν ἐκεῖ ὁ Σεβ. Μητροπολίτης, ἡ Ἱερὰ Σύνοδος εἶχε λάβει καὶ τὰς ἀνακρίσεις τῆς Πύλης. Ἡ Πύλη ἐξετάσασα τὴν ὑπόθεσιν ἀνεκάλεσε τὴν διαταγὴν ὅσον ἀφορᾷ τὴν ἀπομάκρυνσιν τοῦ Μητροπολίτου ἐκ τῆς ἕδρας του. bbox=[26, 703, 229, 1067]
ad-rontopoulos bbox=[912, 940, 1125, 1072]
ad-afrodisia bbox=[1142, 960, 1355, 1101]
ad-heading: ΠΑΡΑΚΑΤΑΘΗΚΗ bbox=[912, 1322, 1176, 1356]
ad-text: παρὰ τὸν ναὸν τῶν Ἁγίων Θεοδώρων bbox=[1383, 326, 1563, 356]
headline: ΤΑΧΥΔΡΟΜΕΙΟΝ bbox=[729, 1426, 857, 1443]
newspaper-title: ΕΜΠΡΟΣ bbox=[724, 12, 876, 41]
ad-zannetos bbox=[912, 709, 1125, 875]
ad-marinopoulos bbox=[1142, 335, 1355, 558]
headline: ΤΑ ΟΙΚΟΝΟΜΙΚΑ bbox=[273, 731, 432, 752]
article-text: Κατὰ τηλεγράφημα ἐκ Πετρουπόλεως ἐξήκοντα κιβώτια περιέχοντα ἕκαστον τέσσαρα πούδια χρυσοῦ καὶ ἀποστελλόμενα ὑπὸ τῆς Αὐτοκρατορικῆς Τραπέζης τῆς Ρωσσίας εἰς Κάνης εἶχον κλεισθῆ εἰς δύο βαγόνια, τὰ ὁποῖα ἐξετροχιάσθησαν πρὸ ἡμερῶν εἰς τὸ ρωσσικὰ σύνορα. Ἀλλὰ τὸ φορτίον μετεβιβάσθη εἰς ἄλλην ἁμαξοστοιχίαν καὶ ἀπεστάλη εἰς τὸν πρὸς ὃν ὅρον. Τὸ φορτίον ἀντεπροσώπευε ρούβλια 3,960 χιλιόγραμμα χρυσοῦ. bbox=[26, 404, 229, 631]
calendar-title: ΗΜΕΡΟΛΟΓΙΟΝ bbox=[55, 59, 200, 79]
ad-subheading: 21 Σταδίου bbox=[979, 898, 1058, 913]
subheadline: ΒΟΥΛΓΑΡΩΝ ΛΗΣΤΑΝΤΑΡΤΩΝ bbox=[261, 1470, 444, 1484]
headline: ΤΑ ΧΡΙΣΤΟΥΓΕΝΝΑ ΤΩΝ ΔΥΤΙΚΩΝ bbox=[486, 1375, 670, 1408]
ad-eidikon bbox=[912, 875, 1125, 940]
ad-anagnostopoulos bbox=[1142, 54, 1364, 270]
ad-heading: ΣΥΦΙΛΙΔΙΑΤΡΕΙΟΝ bbox=[1379, 113, 1567, 135]
headline: ΑΠΕΛΑΣΙΣ ΕΛΛΗΝΩΝ bbox=[287, 943, 418, 957]
headline: ΤΑ ΕΝ ΠΕΤΡΟΥΠΟΛΕΙ bbox=[496, 934, 661, 951]
ad-text: Ἐπὶ πενταετίαν σπουδάσας ἐν Εὐρώπῃ, θεραπεύει εἰς ὀλίγας ἡμέρας τὴν σύφιλιν καὶ χρονίαν βλεννόρροιαν διὰ τῶν νεωτέρων καὶ ἀνωδύνων μεθόδων. bbox=[1142, 151, 1355, 223]
article-text: Τὸ διάταγμα τῶν Νομαρχιακῶν μεταβολῶν δημοσιεύεται σήμερον κατὰ πᾶσαν πιθανότητα, ἐγκριθέντα κατὰ τὸ πρῶτον ὑπουργικὸν Συμβούλιον καὶ ὑπογραφέντα ὑπὸ τοῦ Βασιλέως. bbox=[26, 1528, 229, 1619]
headline: ΝΑΥΤΙΚΑ ΔΥΣΤΥΧΗΜΑΤΑ bbox=[256, 248, 449, 265]
subheadline: ΤΟΥ ΤΣΑΚΑΚΗ bbox=[72, 1656, 183, 1673]
headline: ΣΥΛΛΗΨΙΣ bbox=[79, 1189, 176, 1210]
lower-body-left bbox=[476, 1002, 681, 2175]
kasmiria-banner: ΚΑΣΜΗΡΙΑ bbox=[1100, 1888, 1570, 1982]
ad-heading: ΜΕΓΑΛΗ bbox=[929, 1269, 1108, 1327]
ad-subheading: 10 Ὁδὸς Εὐριπίδου 10 bbox=[1392, 309, 1554, 325]
article-text: ΠΝΙΓΜΟΣ.—Χθὲς τὸ πρωῒ εὑρέθη ἐπὶ τῆς ἀκτῆς τοῦ Μουνιχίου τὸ πτῶμα ἀγνώστου ἀνδρὸς περίπου 50 ἐτῶν. Ἀνεγνωρίσθη ἐκ τῶν ἐνδυμάτων ὅτι ἦτο ναυτικός. bbox=[690, 1330, 895, 1421]
article-text: Ἡ ἀρχὴ ἐν τούτοις προβαίνει εἰς λήψιν ἐνδεχομένων ταραχῶν ἀπαγορεύουσα γενικὰ τὰς συναθροίσεις. Ἕνεκα δὲ τοῦ μέτρου τούτου καὶ τῆς πείνης ἐπιμελοῦνται τοὺς ἐργάτας καὶ ἐργασίας ἐν τοῖς ἐργοστασίοις ἐπανελήφθησαν. bbox=[690, 713, 895, 834]
ad-text: ΤΑ ΩΡΑΙΟΤΕΡΑ ΕΙΣ ΠΟΙΟΤΗΤΑΣ ΚΑΙ ΧΡΩΜΑΤΙΣΜΟΥΣ bbox=[1164, 1990, 1516, 2032]
ad-heading: Α. ΤΖΟΑΝΝΟΥ bbox=[944, 1403, 1093, 1426]
ad-heading: ΘΕΡΑΠΕΥΤΙΚΟΝ ΙΝΣΤΙΤΟΥΤΟΝ bbox=[961, 1078, 1076, 1111]
ad-text: 21 Σταδίου Κάπελλα BENNETT bbox=[722, 1896, 864, 1926]
divider bbox=[246, 938, 459, 939]
ad-subheading: ΚΑΙ ΔΕΡΜΑΤΙΚΑ ΝΟΣΗΜΑΤΑ bbox=[1147, 998, 1350, 1014]
ad-perrin bbox=[1142, 270, 1355, 335]
headline: ΜΕΓΑΛΗ ΠΥΡΚΑΙΑ bbox=[282, 1209, 423, 1226]
article-text: Χθὲς τὸ ἑσπέρας ἐγένοντο αἱ ἀρχαιρεσίαι εἰς τὸ ἐντεῦθα Συνδέσμου τῶν Δημοδιδασκάλων, καὶ ἐξελέγη πρόεδρος αὐτῶν ὁ κ. Ἀδαμίδης. Ὁ ἕτερος συνδυασμὸς ἔλαβε ψήφους 67. bbox=[476, 1619, 681, 1709]
headline: ΔΙΚΗΓΟΡΙΚΟΣ ΣΥΛΛΟΓΟΣ bbox=[480, 1764, 677, 1781]
lead-subheadline: ΑΠΟΚΑΤΑΣΤΑΣΙΣ ΤΗΣ ΤΑΞΕΩΣ ΕΝ ΠΕΤΡΟΥΠΟΛΕΙ bbox=[528, 515, 843, 559]
subheadline: ΟἹ ΠΑΝΤΟΠΩ͂ΛΑΙ ΛΑΡΊΣΣΗΣ ΚΑΤᾺ ΤΟΥ͂ ΔΙΕΥΘΥΝΤΟΥ͂ ΤΟΥ͂ ΜΟΝΟΠΩΛΊΟΥ bbox=[913, 83, 1124, 121]
divider bbox=[246, 726, 459, 727]
ad-heading: ΓΑΛΑΚΤΩΜΑ ΜΟΥΡΟΥΝΕΛΑΙΟΥ bbox=[1184, 341, 1313, 375]
ad-address: ΔΕΧΕΤΑΙ 2—4 μ. μ. Ὁδὸς Ἁγησιλάου 7 bbox=[936, 1030, 1101, 1060]
divider bbox=[476, 612, 895, 613]
column-2 bbox=[238, 54, 468, 2219]
ad-tzoannou bbox=[912, 1265, 1176, 1575]
subheadline: ΒΟΥΛΓΑΡΩΝ ΑΞΙΩΜΑΤΙΚΩΝ ΕΝ ΜΑΚΕΔΟΝΙΑ bbox=[32, 1214, 223, 1240]
ad-eukairia bbox=[1372, 368, 1574, 496]
article-text: ΔΙΑ ΤΟΥΣ ΦΙΛΑΝΘΡΩΠΟΥΣ.—Νέα οἰκογένεια ἐκ 5 παιδιῶν καὶ μιᾶς μητρὸς εὑρίσκεται εἰς ἄκραν ἀθλιότητα ἐν τῇ ὁδῷ Ἁγίας Φιλοθέης ἀρ. 13, ἐγκαταλειφθεῖσα ὑπὸ τοῦ πατρός. Παρακαλοῦνται οἱ φιλάνθρωποι νὰ βοηθήσωσιν αὐτήν. bbox=[690, 1204, 895, 1325]
ad-fortounas bbox=[1372, 54, 1574, 368]
ad-store-prefix: ΣΤΟΥ bbox=[1187, 2129, 1236, 2150]
lower-body-right bbox=[691, 1002, 896, 2175]
signature: Κ. bbox=[668, 915, 681, 929]
article-text: τὸ ὑπόλοιπον μέρος τῆς Λυβουκίας. Ἡ Νίκη καὶ τὸ Μιτάου εὑρίσκονται εἰς χεῖρας τῶν ρωσσικῶν ἀρχῶν. Κατὰ τὰς τελευταίας ταύτης πόλεως ἐπετέθησαν οἱ ἐπαναστάται, ἐπηκολούθησε δὲ μάχη εἰς τὰς ὁδούς. Τουκούμ καὶ εἰς ἄλλας ἐπαρχίας ρέει τὸ αἷμα. Τὸ Τουκούμ ἐγένετο θέατρον ἀγριωτάτων σκηνῶν. Οἱ ἐπαναστάται περιεκύκλωσαν καὶ ἔκαψαν ζῶντας. Καὶ αὐτοὶ εἶχον αἰχμαλωτίσει μίαν φρουρὰν περίπου τῆς ὁποίας κατέκοψαν τὸν ἀρχηγὸν ὑπολοχαγὸν Μεδύεφ. bbox=[26, 139, 229, 381]
ad-text: ΜΕ ΤΙΜΑΣ ΕΚΤΟΣ ΣΥΝΑΓΩΝΙΣΜΟΥ bbox=[1151, 2042, 1529, 2066]
ad-heading: Π. ΡΟΝΤΟΠΟΥΛΟΣ bbox=[921, 944, 1116, 967]
ad-subheading: 11 — ΟΔΟΣ ΓΕΡΑΝΙΟΥ — 11 bbox=[923, 1111, 1114, 1126]
calendar-line: ΔΕΥΤΕΡΑ, 12 Δεκεμβρίου.—Σελήνη 30 ήμ. Ἀν. ἡλ. 7. 14.—Δύσ. ἡλ. 4. 45 Σπυρίδωνος τοῦ θαυματουργοῦ bbox=[26, 82, 229, 125]
article-text: ΒΙΕΝΝΗ, Δευτέρα πρωΐα.—Αἱ τελευταῖαι εἰδήσεις ἐκ Πε- bbox=[476, 954, 681, 985]
column-3-lead bbox=[468, 51, 904, 2219]
article-text: τρουπόλεως βεβαιοῦσιν ὅτι ὁ τηλέγραφος καὶ τὸ ταχυδρομεῖον λειτουργοῦσιν τακτικῶς. Ἐκ μέρους τῶν λοιπῶν σωματείων δὲν ὑπάρχουν ἀπεργίαι ἀλλὰ πρὸς διακοπὴν τῆς ἐργασίας αὐτῶν. bbox=[690, 618, 895, 709]
subheadline: ΣΥΝΕΛΕΥΣΙΣ ΤΩΝ ΔΙΚΗΓΟΡΩΝ bbox=[485, 1785, 672, 1799]
